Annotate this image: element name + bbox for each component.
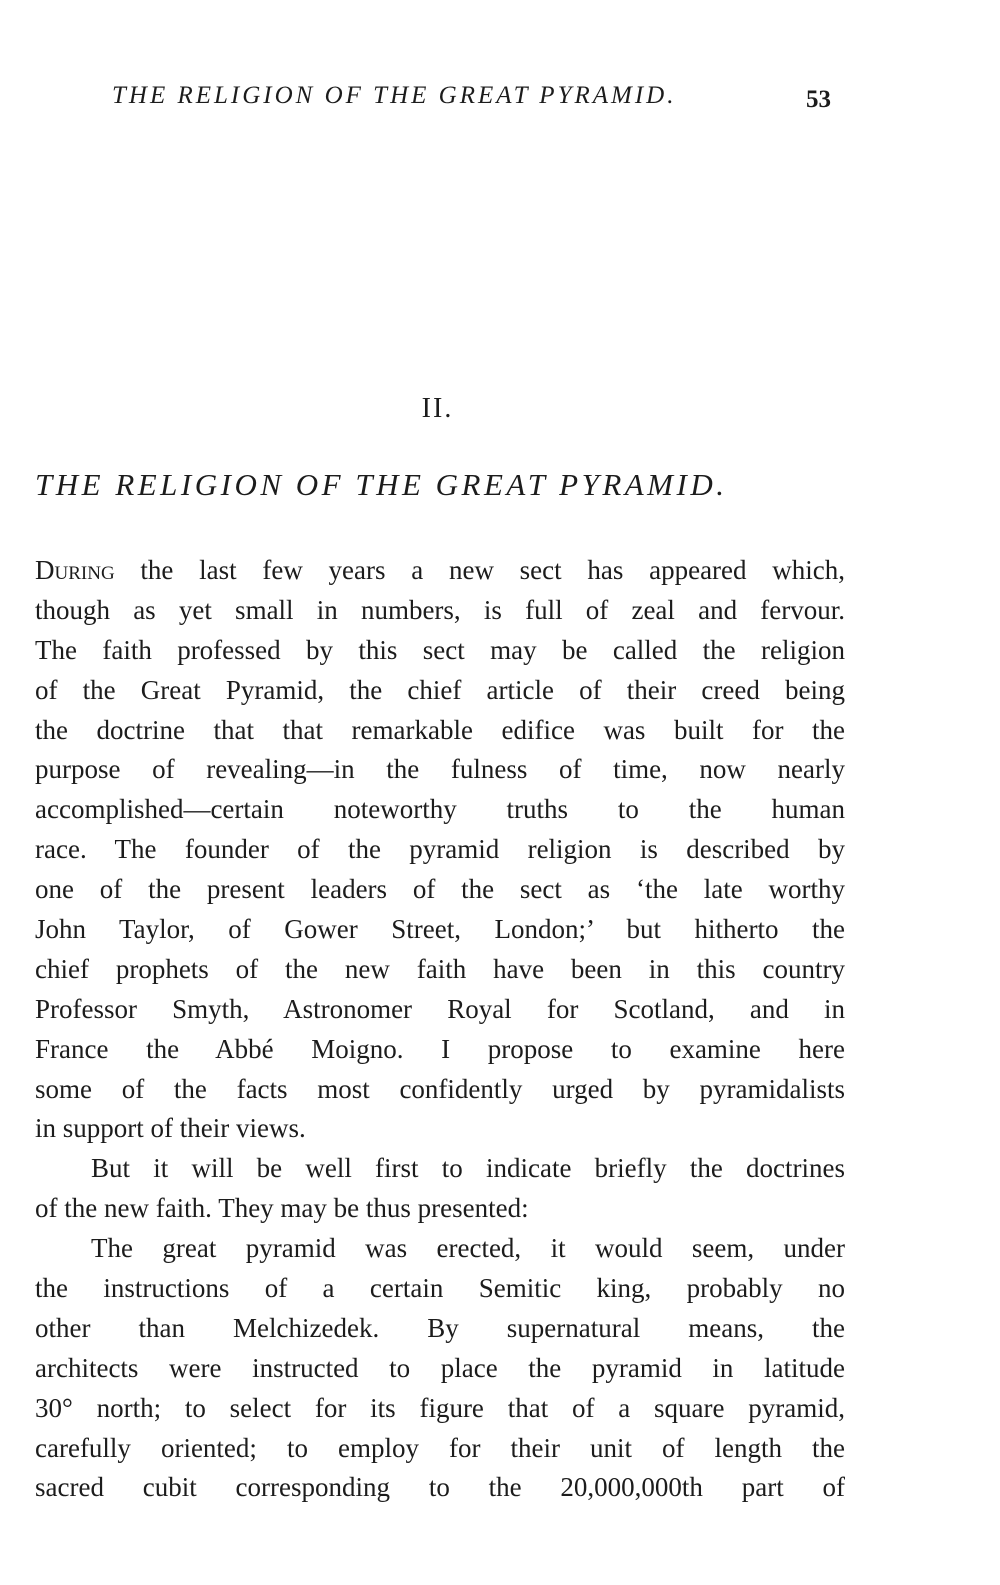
chapter-title: THE RELIGION OF THE GREAT PYRAMID.: [35, 467, 728, 502]
text-line-20: other than Melchizedek. By supernatural means, the: [35, 1312, 845, 1343]
text-line-15: in support of their views.: [35, 1113, 306, 1144]
text-line-21: architects were instructed to place the pyramid in latitude: [35, 1352, 845, 1383]
running-head: THE RELIGION OF THE GREAT PYRAMID.: [112, 82, 677, 109]
text-line-17: of the new faith. They may be thus presented:: [35, 1193, 529, 1224]
drop-word: During: [35, 555, 115, 585]
text-line-11: chief prophets of the new faith have been in this country: [35, 953, 845, 984]
text-line-7: accomplished—certain noteworthy truths to the human: [35, 794, 845, 825]
text-line-2: though as yet small in numbers, is full of zeal and fervour.: [35, 594, 845, 625]
text-line-1-rest: the last few years a new sect has appeared which,: [114, 555, 845, 585]
text-line-3: The faith professed by this sect may be called the religion: [35, 634, 845, 665]
text-line-18: The great pyramid was erected, it would seem, under: [91, 1233, 845, 1264]
text-line-19: the instructions of a certain Semitic king, probably no: [35, 1273, 845, 1304]
text-line-13: France the Abbé Moigno. I propose to examine here: [35, 1033, 845, 1064]
text-line-16: But it will be well first to indicate briefly the doctrines: [91, 1153, 845, 1184]
text-line-23: carefully oriented; to employ for their unit of length the: [35, 1432, 845, 1463]
page-number: 53: [806, 86, 831, 113]
text-line-4: of the Great Pyramid, the chief article of their creed being: [35, 674, 845, 705]
text-line-9: one of the present leaders of the sect as ‘the late worthy: [35, 874, 845, 905]
text-line-8: race. The founder of the pyramid religion is described by: [35, 834, 845, 865]
body-text: [35, 551, 845, 1508]
text-line-5: the doctrine that that remarkable edifice was built for the: [35, 714, 845, 745]
text-line-1: [35, 551, 845, 591]
text-line-22: 30° north; to select for its figure that of a square pyramid,: [35, 1392, 845, 1423]
text-line-10: John Taylor, of Gower Street, London;’ but hitherto the: [35, 914, 845, 945]
chapter-number: II.: [421, 393, 454, 424]
text-line-14: some of the facts most confidently urged by pyramidalists: [35, 1073, 845, 1104]
text-line-6: purpose of revealing—in the fulness of time, now nearly: [35, 754, 845, 785]
text-line-12: Professor Smyth, Astronomer Royal for Scotland, and in: [35, 993, 845, 1024]
text-line-24: sacred cubit corresponding to the 20,000,000th part of: [35, 1472, 845, 1503]
